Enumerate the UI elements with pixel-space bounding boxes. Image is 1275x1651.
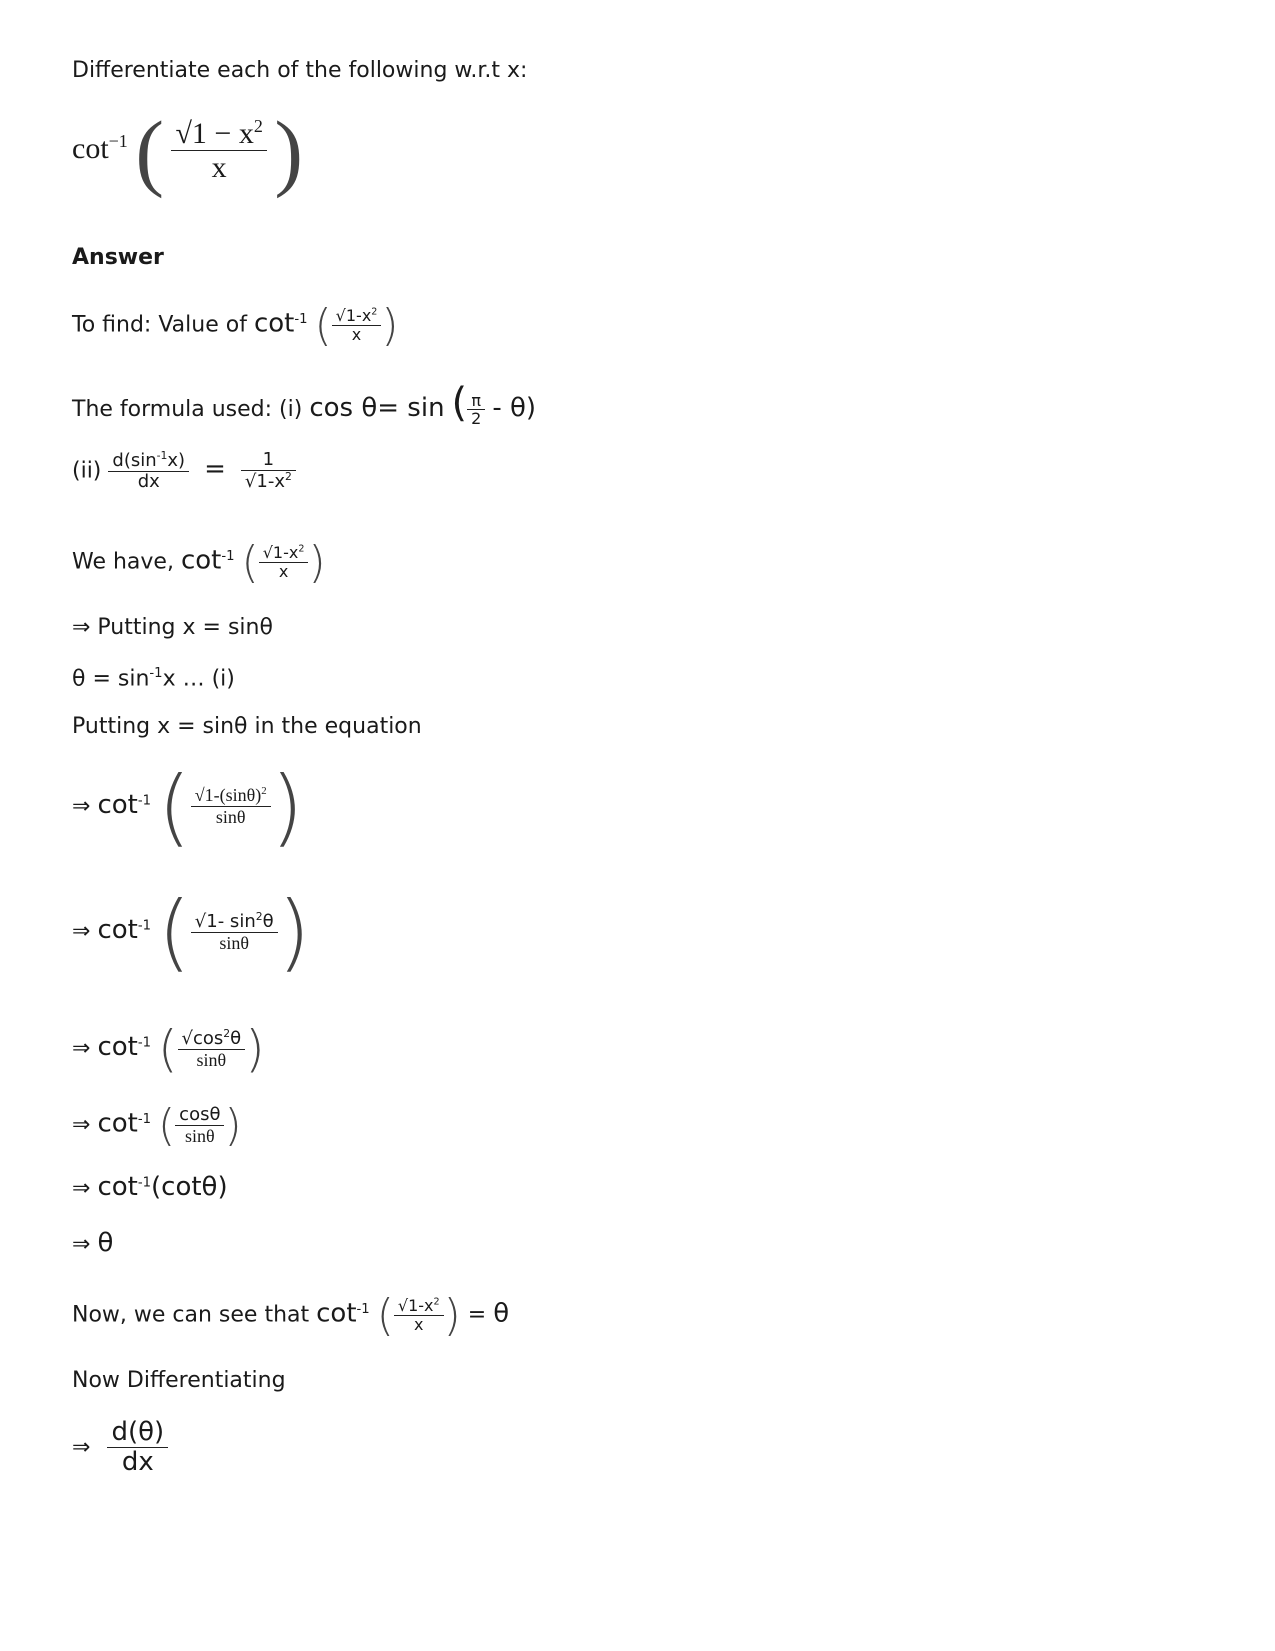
- formula2-rhs-sup: 2: [284, 469, 292, 483]
- formula-one-line: [72, 380, 536, 428]
- we-have-func: cot: [180, 545, 222, 576]
- step5-arrow: ⇒: [72, 919, 91, 944]
- to-find-denominator: x: [351, 324, 362, 344]
- step-7: ⇒ $\cot^{-1}$ ( $\frac{\cos\theta}{\sin\theta}$ ): [72, 1100, 242, 1151]
- to-find-line: [72, 300, 399, 351]
- we-have-label: We have,: [72, 549, 174, 575]
- step8-arrow: ⇒: [72, 1176, 91, 1201]
- formula-frac-num: π: [467, 392, 485, 411]
- formula2-label: (ii): [72, 458, 102, 484]
- now-see-sup: -1: [356, 1302, 370, 1318]
- sqrt-symbol: √: [175, 116, 192, 150]
- step9-value: θ: [97, 1228, 114, 1258]
- final-arrow: ⇒: [72, 1434, 91, 1460]
- now-see-numerator-sup: 2: [433, 1296, 440, 1308]
- step-theta-def-b: x … (i): [162, 666, 235, 692]
- left-paren: (: [135, 103, 164, 199]
- step-9: [72, 1228, 113, 1258]
- now-differentiating: Now Differentiating: [72, 1368, 286, 1393]
- step-putting: ⇒ Putting x = sinθ: [72, 615, 273, 640]
- step7-numerator: cosθ: [175, 1105, 224, 1126]
- to-find-lparen: (: [314, 300, 332, 351]
- step4-numerator-sup: 2: [261, 785, 267, 798]
- to-find-numerator-sup: 2: [371, 306, 378, 318]
- now-see-value: θ: [493, 1298, 510, 1329]
- step-5: ⇒ $\cot^{-1}$ ( $\frac{√1- \sin^2\theta}{\sin\theta}$ ): [72, 883, 311, 981]
- step-theta-def-sup: -1: [149, 666, 163, 681]
- question-func: cot: [72, 131, 109, 165]
- step4-func: cot: [97, 790, 138, 820]
- to-find-sup: -1: [294, 312, 308, 328]
- step9-arrow: ⇒: [72, 1232, 91, 1257]
- step7-func: cot: [97, 1108, 138, 1139]
- question-numerator-sup: 2: [253, 115, 263, 136]
- question-fraction: [171, 117, 266, 186]
- step5-fraction: $\frac{√1- \sin^2\theta}{\sin\theta}$: [191, 911, 278, 953]
- question-func-sup: −1: [108, 130, 128, 151]
- step4-sup: -1: [137, 793, 151, 809]
- step-8: [72, 1172, 228, 1202]
- question-numerator: 1 − x: [191, 116, 254, 150]
- now-see-numerator: 1-x: [408, 1296, 434, 1315]
- question-expression: [72, 103, 303, 199]
- step7-sup: -1: [137, 1112, 151, 1128]
- to-find-fraction: $\frac{√1-x^2}{x}$: [332, 307, 382, 344]
- formula2-rhs-num: 1: [241, 450, 296, 471]
- step5-func: cot: [97, 915, 138, 945]
- step6-num-a: cos: [193, 1027, 224, 1049]
- step-theta-def-a: θ = sin: [72, 666, 150, 692]
- formula2-num-sup: -1: [156, 449, 168, 462]
- step6-num-sup: 2: [223, 1026, 231, 1040]
- step4-fraction: $\frac{√1-(\sin\theta)^2}{\sin\theta}$: [191, 786, 271, 827]
- step8-func: cot: [97, 1172, 138, 1202]
- step6-denominator: sinθ: [196, 1049, 227, 1070]
- step5-num-sup: 2: [255, 909, 263, 923]
- step4-numerator: 1-(sinθ): [204, 785, 262, 806]
- question-prompt: Differentiate each of the following w.r.t x:: [72, 58, 528, 83]
- now-see-func: cot: [316, 1298, 357, 1329]
- step4-denominator: sinθ: [215, 807, 246, 828]
- to-find-rparen: ): [381, 300, 399, 351]
- formula-fraction: [467, 392, 485, 429]
- step6-fraction: $\frac{√\cos^2\theta}{\sin\theta}$: [178, 1028, 246, 1070]
- formula2-lhs-fraction: [108, 450, 189, 492]
- step7-denominator: sinθ: [185, 1125, 215, 1146]
- formula-rest: - θ): [492, 393, 537, 423]
- we-have-line: We have, $\cot^{-1}$ ( $\frac{√1-x^2}{x}$ ): [72, 537, 326, 588]
- answer-heading: Answer: [72, 245, 164, 270]
- step8-sup: -1: [137, 1175, 151, 1191]
- final-numerator: d(θ): [107, 1418, 168, 1448]
- formula-lhs: cos θ= sin: [309, 393, 445, 423]
- we-have-fraction: $\frac{√1-x^2}{x}$: [259, 544, 309, 581]
- formula-two-line: [72, 450, 296, 492]
- question-denominator: x: [211, 150, 227, 184]
- step8-arg: (cotθ): [151, 1172, 228, 1202]
- step6-func: cot: [97, 1032, 138, 1062]
- step6-sup: -1: [137, 1035, 151, 1051]
- step4-arrow: ⇒: [72, 794, 91, 819]
- step-6: ⇒ $\cot^{-1}$ ( $\frac{√\cos^2\theta}{\sin\theta}$ ): [72, 1020, 265, 1078]
- now-see-label: Now, we can see that: [72, 1302, 310, 1328]
- step6-arrow: ⇒: [72, 1036, 91, 1061]
- step6-num-b: θ: [230, 1027, 242, 1049]
- formula2-rhs-rad: 1-x: [256, 470, 285, 492]
- we-have-numerator: 1-x: [272, 543, 299, 562]
- step7-arrow: ⇒: [72, 1112, 91, 1138]
- final-denominator: dx: [121, 1446, 154, 1477]
- step-theta-def: [72, 666, 235, 691]
- final-fraction: [107, 1418, 168, 1477]
- step7-fraction: [175, 1105, 224, 1146]
- to-find-func: cot: [253, 308, 295, 339]
- right-paren: ): [274, 103, 303, 199]
- step5-sup: -1: [137, 918, 151, 934]
- formula2-num: d(sin: [112, 450, 157, 471]
- now-see-denominator: x: [414, 1314, 424, 1334]
- final-step: [72, 1418, 168, 1477]
- step5-num-b: θ: [262, 910, 274, 932]
- formula-label: The formula used: (i): [72, 397, 303, 422]
- formula2-num-end: x): [167, 450, 186, 471]
- to-find-label: To find: Value of: [72, 312, 247, 338]
- we-have-denominator: x: [278, 561, 289, 581]
- step5-num-a: 1- sin: [206, 910, 256, 932]
- formula2-eq: =: [204, 454, 226, 485]
- step-putting-eq: Putting x = sinθ in the equation: [72, 714, 422, 739]
- step5-denominator: sinθ: [219, 932, 250, 953]
- now-see-line: Now, we can see that $\cot^{-1}$ ( $\frac{√1-x^2}{x}$ ) = θ: [72, 1290, 510, 1341]
- we-have-sup: -1: [221, 549, 235, 565]
- to-find-numerator: 1-x: [345, 306, 372, 325]
- now-see-fraction: $\frac{√1-x^2}{x}$: [394, 1297, 444, 1334]
- now-see-eq: =: [467, 1302, 487, 1328]
- formula-open-paren: (: [451, 380, 468, 426]
- formula2-rhs-fraction: $\frac{1}{√1-x^2}$: [241, 450, 296, 492]
- formula-frac-den: 2: [471, 409, 482, 429]
- formula2-den: dx: [137, 470, 160, 492]
- we-have-numerator-sup: 2: [298, 543, 305, 555]
- step-4: ⇒ $\cot^{-1}$ ( $\frac{√1-(\sin\theta)^2}{\sin\theta}$ ): [72, 758, 304, 856]
